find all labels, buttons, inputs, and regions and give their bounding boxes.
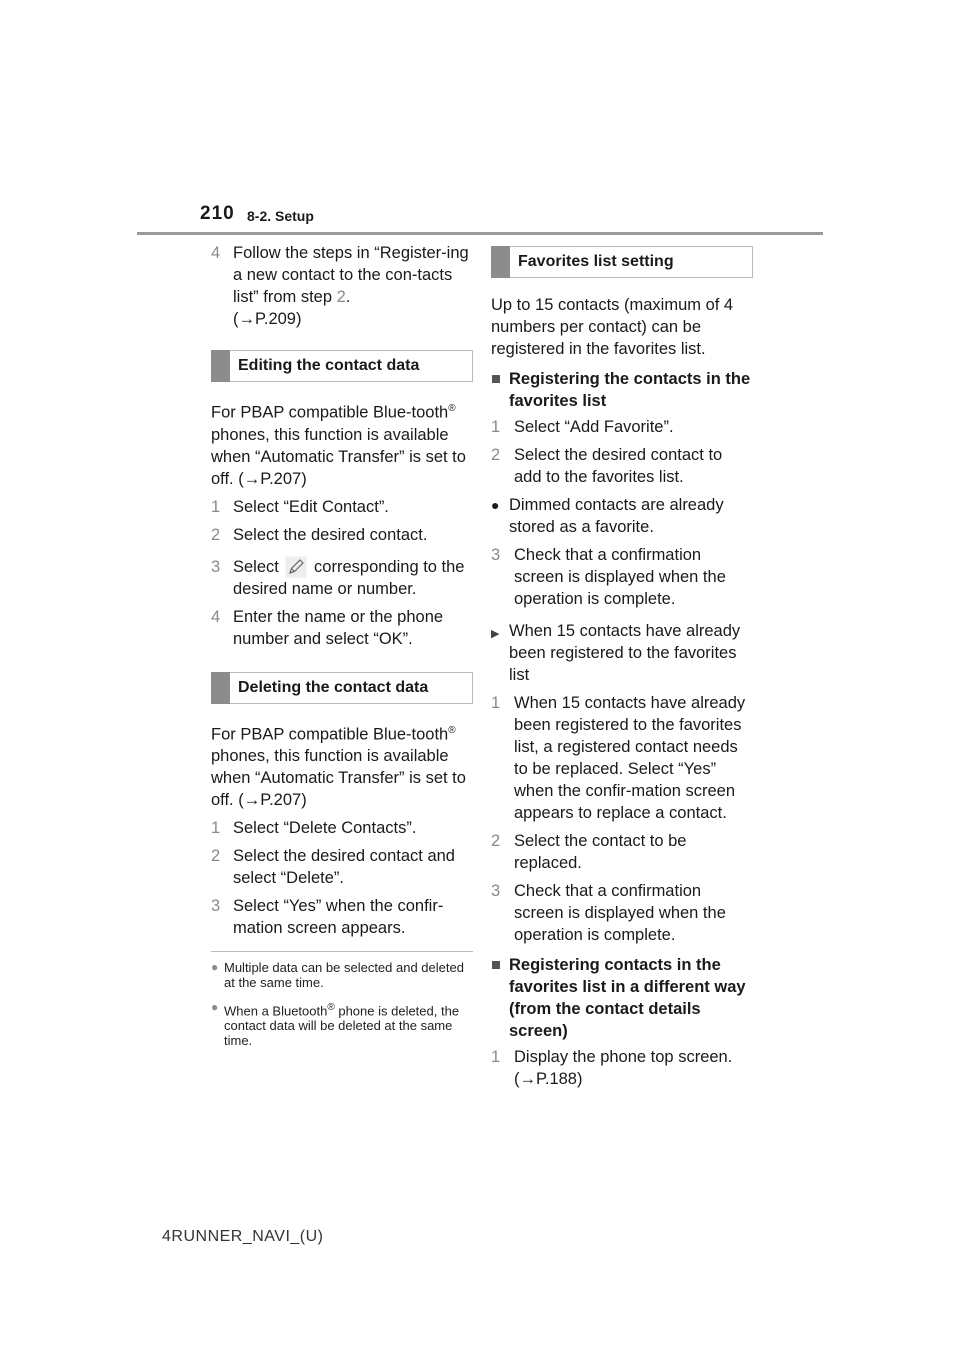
step-item — [211, 817, 473, 839]
step-text: Select “Add Favorite”. — [514, 418, 674, 436]
section-title: 8-2. Setup — [247, 208, 314, 224]
step-item — [491, 880, 753, 946]
subheading-text: Registering the contacts in the favorites list — [509, 370, 751, 410]
subheading-text: Registering contacts in the favorites list in a different way (from the contact details screen) — [509, 956, 746, 1040]
step-item — [211, 606, 473, 650]
step-number: 2 — [211, 847, 221, 865]
triangle-icon: ▶ — [491, 628, 500, 640]
right-column — [491, 240, 753, 1090]
step-item — [491, 544, 753, 610]
step-number: 2 — [491, 446, 501, 464]
step-item — [491, 416, 753, 438]
step-number: 1 — [491, 1048, 501, 1066]
step-number: 3 — [491, 882, 501, 900]
step-text: Select the desired contact. — [233, 525, 428, 544]
heading-bar — [211, 350, 230, 382]
note-text: Multiple data can be selected and deleted at the same time. — [224, 960, 464, 990]
step-item — [211, 895, 473, 939]
heading-bar — [211, 672, 230, 704]
bullet-text: Dimmed contacts are already stored as a favorite. — [509, 496, 724, 536]
registered-mark: ® — [448, 403, 456, 414]
step-item — [211, 242, 473, 330]
step-text: Follow the steps in “Register-ing a new contact to the con-tacts list” from step 2. (→P.209) — [233, 244, 469, 328]
step-item — [491, 1046, 753, 1090]
bullet-icon: ● — [211, 960, 219, 974]
step-item — [491, 692, 753, 824]
step-number: 3 — [491, 546, 501, 564]
notes-divider — [211, 951, 473, 952]
step-number: 3 — [211, 897, 221, 915]
step-number: 4 — [211, 244, 221, 262]
step-number: 2 — [491, 832, 501, 850]
heading-text: Favorites list setting — [518, 253, 674, 270]
page-number: 210 — [200, 203, 235, 224]
square-icon: ■ — [491, 370, 501, 388]
note-item — [211, 1000, 473, 1048]
step-number: 2 — [211, 525, 221, 544]
section-heading-deleting — [211, 672, 473, 704]
step-number: 1 — [491, 694, 501, 712]
step-text: Check that a confirmation screen is displayed when the operation is complete. — [514, 882, 726, 944]
step-item — [211, 845, 473, 889]
bullet-icon: ● — [491, 497, 500, 513]
edit-intro: For PBAP compatible Blue-tooth® phones, this function is available when “Automatic Transfer” is set to off. (→P.207) — [211, 403, 466, 488]
section-heading-favorites — [491, 246, 753, 278]
condition-text: When 15 contacts have already been registered to the favorites list — [509, 622, 741, 684]
header-rule — [137, 232, 823, 235]
registered-mark: ® — [327, 1002, 335, 1013]
subheading — [491, 954, 753, 1042]
step-number: 1 — [491, 418, 501, 436]
condition-item — [491, 620, 753, 686]
registered-mark: ® — [448, 724, 456, 736]
step-text: Enter the name or the phone number and select “OK”. — [233, 607, 444, 648]
heading-bar — [491, 246, 510, 278]
subheading — [491, 368, 753, 412]
note-item — [211, 960, 473, 990]
heading-text: Deleting the contact data — [238, 678, 429, 696]
note-text: When a Bluetooth® phone is deleted, the contact data will be deleted at the same time. — [224, 1002, 460, 1049]
step-number: 3 — [211, 557, 221, 576]
section-heading-editing — [211, 350, 473, 382]
step-item — [211, 496, 473, 518]
favorites-intro: Up to 15 contacts (maximum of 4 numbers per contact) can be registered in the favorites list. — [491, 296, 734, 358]
delete-intro: For PBAP compatible Blue-tooth® phones, this function is available when “Automatic Transfer” is set to off. (→P.207) — [211, 724, 466, 809]
pencil-icon — [285, 556, 307, 578]
bullet-item — [491, 494, 753, 538]
square-icon: ■ — [491, 956, 501, 974]
left-column — [211, 240, 473, 1048]
footer-model-code: 4RUNNER_NAVI_(U) — [162, 1228, 324, 1245]
step-item — [211, 524, 473, 546]
step-text: Select the desired contact and select “Delete”. — [233, 847, 455, 887]
step-text: Select “Edit Contact”. — [233, 497, 389, 516]
step-number: 1 — [211, 819, 221, 837]
ref-step-number: 2 — [336, 288, 346, 306]
step-item — [491, 830, 753, 874]
step-text: Select “Yes” when the confir-mation screen appears. — [233, 897, 444, 937]
step-text: Display the phone top screen. (→P.188) — [514, 1048, 733, 1088]
step-text: Select the desired contact to add to the favorites list. — [514, 446, 723, 486]
step-text: Select the contact to be replaced. — [514, 832, 687, 872]
bullet-icon: ● — [211, 1000, 219, 1014]
step-text: Select “Delete Contacts”. — [233, 819, 417, 837]
heading-text: Editing the contact data — [238, 357, 420, 374]
step-text: When 15 contacts have already been registered to the favorites list, a registered contact needs to be replaced. Select “Yes” when the confir-mation screen appears to replace a contact. — [514, 694, 746, 822]
step-item — [211, 556, 473, 600]
step-number: 1 — [211, 497, 221, 516]
step-item — [491, 444, 753, 488]
page-reference: (→P.209) — [233, 310, 302, 328]
step-text: Check that a confirmation screen is displayed when the operation is complete. — [514, 546, 726, 608]
step-text: Select corresponding to the desired name or number. — [233, 557, 465, 598]
step-number: 4 — [211, 607, 221, 626]
